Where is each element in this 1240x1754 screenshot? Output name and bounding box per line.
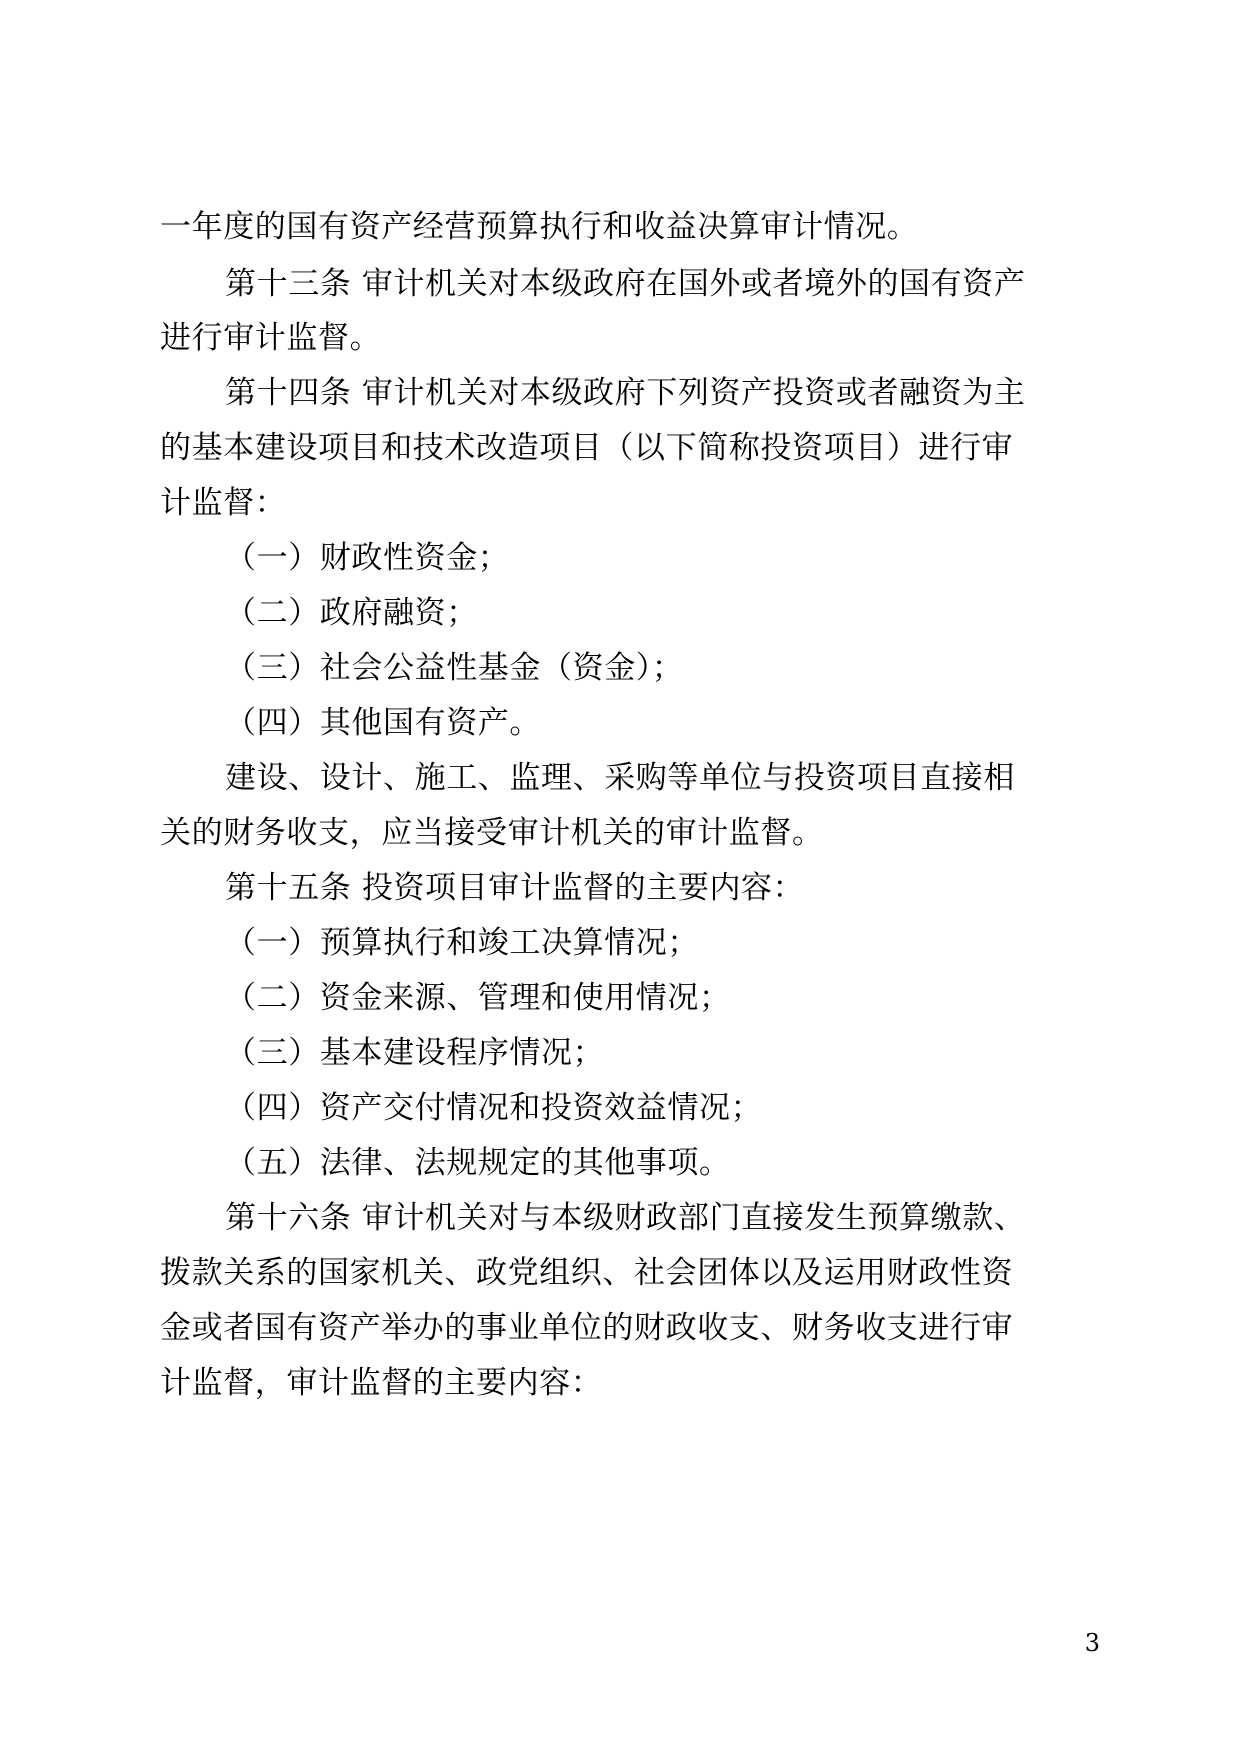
text-line: 计监督： [160, 485, 287, 521]
list-item: （二）资金来源、管理和使用情况； [225, 980, 731, 1016]
text-line: 一年度的国有资产经营预算执行和收益决算审计情况。 [160, 209, 919, 245]
list-item: （四）资产交付情况和投资效益情况； [225, 1090, 763, 1126]
text-line: 关的财务收支，应当接受审计机关的审计监督。 [160, 815, 824, 851]
text-line: 进行审计监督。 [160, 320, 382, 356]
article-15-heading-line: 第十五条 投资项目审计监督的主要内容： [225, 870, 805, 906]
text-line: 金或者国有资产举办的事业单位的财政收支、财务收支进行审 [160, 1310, 1014, 1346]
list-item: （一）财政性资金； [225, 540, 510, 576]
article-16-heading-line: 第十六条 审计机关对与本级财政部门直接发生预算缴款、 [225, 1200, 1026, 1236]
text-line: 的基本建设项目和技术改造项目（以下简称投资项目）进行审 [160, 430, 1014, 466]
list-item: （一）预算执行和竣工决算情况； [225, 925, 699, 961]
list-item: （三）基本建设程序情况； [225, 1035, 605, 1071]
article-14-heading-line: 第十四条 审计机关对本级政府下列资产投资或者融资为主 [225, 375, 1026, 411]
text-line: 计监督，审计监督的主要内容： [160, 1365, 603, 1401]
article-13-heading-line: 第十三条 审计机关对本级政府在国外或者境外的国有资产 [225, 266, 1026, 302]
list-item: （三）社会公益性基金（资金）； [225, 650, 684, 686]
text-line: 建设、设计、施工、监理、采购等单位与投资项目直接相 [225, 760, 1015, 796]
text-line: 拨款关系的国家机关、政党组织、社会团体以及运用财政性资 [160, 1255, 1014, 1291]
list-item: （四）其他国有资产。 [225, 705, 541, 741]
list-item: （二）政府融资； [225, 595, 478, 631]
list-item: （五）法律、法规规定的其他事项。 [225, 1145, 731, 1181]
page-number: 3 [1084, 1629, 1100, 1657]
